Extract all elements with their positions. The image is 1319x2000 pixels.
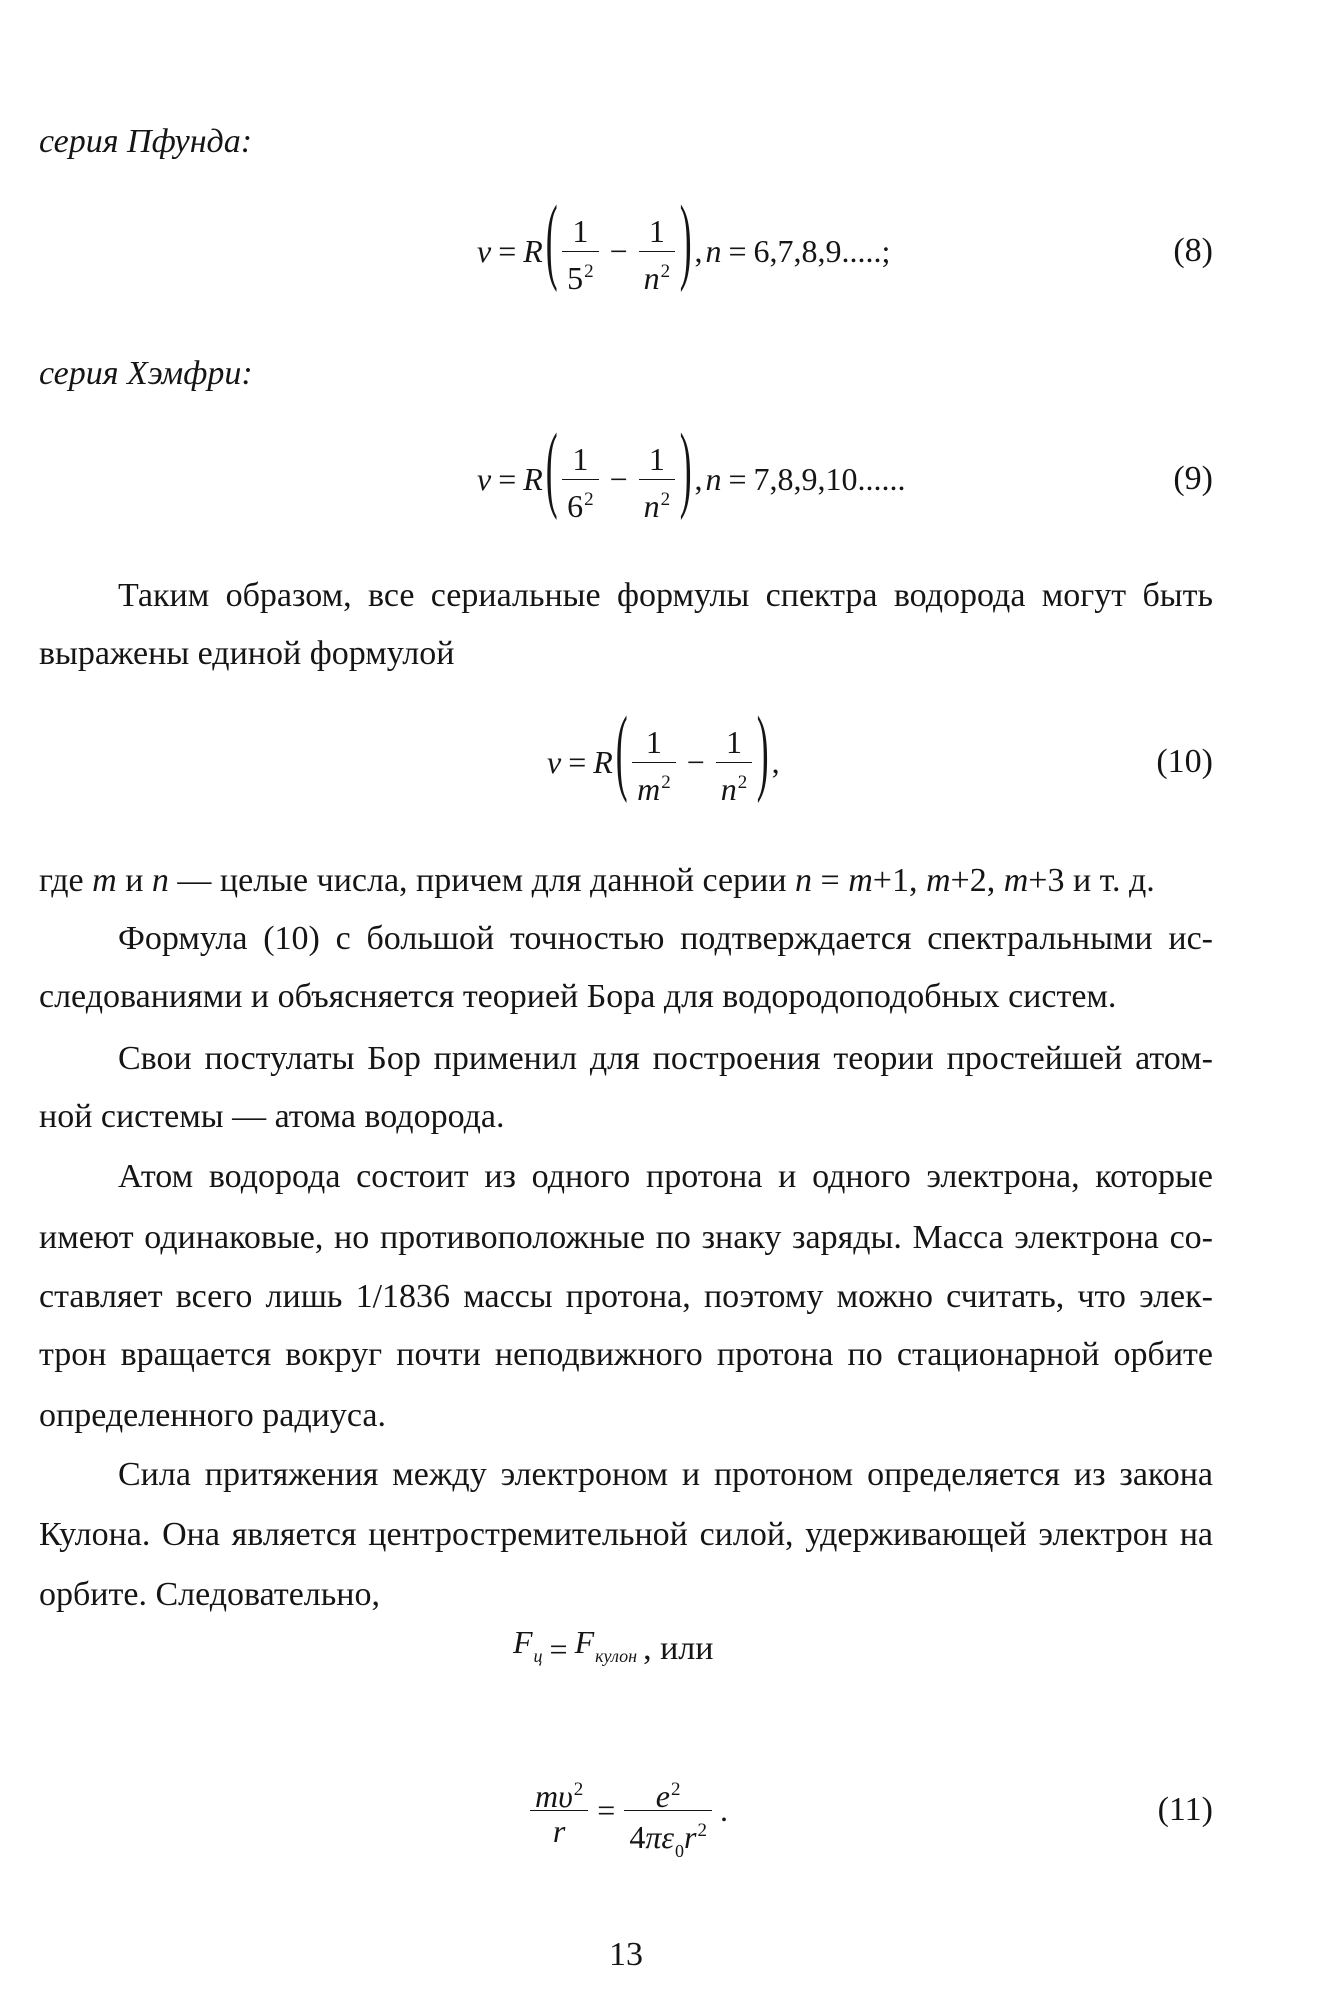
radius-symbol: r — [683, 1818, 697, 1855]
exponent: 2 — [697, 1819, 707, 1841]
paragraph-5-line-5: определенного радиуса. — [39, 1397, 386, 1434]
left-paren: ( — [615, 699, 628, 806]
text-segment: +1, — [872, 862, 926, 899]
paragraph-6-line-2: Кулона. Она является центростремительной силой, удерживающей электрон на — [39, 1516, 1213, 1553]
minus-sign: − — [609, 461, 628, 497]
exponent: 2 — [670, 1778, 681, 1800]
right-paren: ) — [679, 416, 692, 523]
denominator-base: n — [643, 487, 660, 524]
equals-sign: = — [498, 233, 517, 269]
numerator: 1 — [632, 722, 676, 763]
numerator: 1 — [639, 439, 676, 480]
denominator — [562, 480, 599, 524]
exponent: 2 — [573, 1778, 584, 1800]
paragraph-1-line-2: выражены единой формулой — [39, 635, 455, 672]
numerator: 1 — [639, 211, 676, 252]
range-values: 6,7,8,9.....; — [753, 233, 891, 269]
fraction-1 — [562, 439, 599, 524]
equation-number: (9) — [1173, 460, 1213, 497]
range-equals: = — [728, 233, 747, 269]
denominator-base: n — [643, 259, 660, 296]
minus-sign: − — [686, 744, 705, 780]
numerator: 1 — [562, 439, 599, 480]
variable-m: m — [92, 862, 117, 899]
epsilon-symbol: ε — [661, 1818, 674, 1855]
variable-m: m — [925, 862, 951, 899]
force-subscript: кулон — [595, 1646, 638, 1666]
denominator — [632, 763, 676, 807]
equals-sign: = — [549, 1631, 568, 1667]
heading-pfund-series: серия Пфунда: — [39, 123, 253, 160]
fraction-1 — [562, 211, 599, 296]
exponent: 2 — [584, 488, 594, 510]
charge-symbol: e — [655, 1777, 670, 1814]
left-paren: ( — [545, 416, 558, 523]
force-letter: F — [513, 1624, 533, 1660]
coefficient: 4 — [629, 1818, 646, 1855]
paragraph-5-line-2: имеют одинаковые, но противоположные по знаку заряды. Масса электрона со- — [39, 1219, 1213, 1256]
coulomb-fraction — [624, 1770, 712, 1861]
comma: , — [771, 744, 780, 780]
exponent: 2 — [661, 771, 671, 793]
equation-11-formula — [528, 1750, 728, 1870]
paragraph-4-line-2: ной системы — атома водорода. — [39, 1098, 505, 1135]
paragraph-3-line-1: Формула (10) с большой точностью подтверждается спектральными ис- — [118, 920, 1213, 957]
force-equation-formula — [513, 1589, 713, 1709]
range-equals: = — [728, 461, 747, 497]
right-paren: ) — [756, 699, 769, 806]
equation-10-formula — [547, 699, 780, 822]
kinetic-fraction — [530, 1770, 588, 1851]
denominator-base: n — [720, 770, 737, 807]
paragraph-2-line-1 — [39, 851, 1213, 910]
text-segment: +2, — [950, 862, 1004, 899]
fraction-1 — [632, 722, 676, 807]
force-subscript: ц — [533, 1646, 543, 1666]
comma: , — [694, 233, 703, 269]
equals-sign: = — [568, 744, 587, 780]
rydberg-constant: R — [523, 233, 543, 269]
left-paren: ( — [545, 188, 558, 295]
denominator — [639, 480, 676, 524]
nu-symbol: ν — [547, 744, 562, 780]
denominator — [562, 252, 599, 296]
exponent: 2 — [660, 488, 671, 510]
equation-number: (11) — [1157, 1791, 1213, 1828]
denominator — [530, 1811, 588, 1851]
equation-8 — [0, 188, 1319, 311]
paragraph-5-line-1: Атом водорода состоит из одного протона и одного электрона, которые — [118, 1158, 1213, 1195]
exponent: 2 — [737, 771, 748, 793]
paragraph-1-line-1: Таким образом, все сериальные формулы спектра водорода могут быть — [118, 577, 1213, 614]
equation-9 — [0, 416, 1319, 539]
range-variable: n — [705, 461, 722, 497]
equation-10 — [0, 699, 1319, 822]
text-segment: +3 и т. д. — [1028, 862, 1155, 899]
numerator: 1 — [562, 211, 599, 252]
variable-n: n — [151, 862, 169, 899]
text-segment: = — [812, 862, 849, 899]
pi-symbol: π — [645, 1818, 662, 1855]
conjunction-text: , или — [643, 1630, 714, 1667]
equation-8-formula — [477, 188, 891, 311]
paragraph-4-line-1: Свои постулаты Бор применил для построения теории простейшей атом- — [118, 1040, 1213, 1077]
text-segment: где — [39, 862, 93, 899]
range-values: 7,8,9,10...... — [753, 461, 906, 497]
paragraph-5-line-4: трон вращается вокруг почти неподвижного протона по стационарной орбите — [39, 1336, 1213, 1373]
text-segment: — целые числа, причем для данной серии — [168, 862, 796, 899]
heading-humphreys-series: серия Хэмфри: — [39, 355, 253, 392]
mass-symbol: m — [535, 1777, 559, 1814]
radius-symbol: r — [552, 1812, 566, 1849]
exponent: 2 — [660, 260, 671, 282]
comma: , — [694, 461, 703, 497]
minus-sign: − — [609, 233, 628, 269]
fraction-2 — [639, 439, 676, 524]
equals-sign: = — [498, 461, 517, 497]
paragraph-6-line-1: Сила притяжения между электроном и протоном определяется из закона — [118, 1456, 1213, 1493]
fraction-2 — [716, 722, 753, 807]
epsilon-subscript: 0 — [674, 1840, 684, 1861]
range-variable: n — [705, 233, 722, 269]
variable-m: m — [848, 862, 873, 899]
fraction-2 — [639, 211, 676, 296]
denominator-base: 5 — [567, 259, 584, 296]
numerator — [624, 1770, 712, 1814]
variable-m: m — [1003, 862, 1029, 899]
denominator-base: m — [637, 770, 661, 807]
paragraph-5-line-3: ставляет всего лишь 1/1836 массы протона, поэтому можно считать, что элек- — [39, 1278, 1213, 1315]
nu-symbol: ν — [477, 461, 492, 497]
equals-sign: = — [597, 1792, 616, 1828]
denominator — [716, 763, 753, 807]
denominator — [624, 1811, 712, 1861]
variable-n: n — [795, 862, 813, 899]
rydberg-constant: R — [593, 744, 613, 780]
denominator — [639, 252, 676, 296]
denominator-base: 6 — [567, 487, 584, 524]
rydberg-constant: R — [523, 461, 543, 497]
equation-11 — [0, 1750, 1319, 1870]
text-segment: и — [116, 862, 152, 899]
equation-9-formula — [477, 416, 906, 539]
numerator: 1 — [716, 722, 753, 763]
coulomb-force-symbol — [575, 1622, 637, 1676]
equation-number: (10) — [1156, 743, 1213, 780]
paragraph-3-line-2: следованиями и объясняется теорией Бора для водородоподобных систем. — [39, 978, 1117, 1015]
exponent: 2 — [584, 260, 594, 282]
page-number: 13 — [609, 1936, 643, 1973]
velocity-symbol: υ — [558, 1777, 573, 1814]
paragraph-6-line-3: орбите. Следовательно, — [39, 1576, 380, 1613]
force-letter: F — [574, 1624, 595, 1660]
numerator — [530, 1770, 588, 1814]
centripetal-force-symbol — [513, 1622, 543, 1676]
period: . — [719, 1792, 728, 1828]
right-paren: ) — [679, 188, 692, 295]
force-equation — [0, 1589, 1319, 1709]
equation-number: (8) — [1173, 232, 1213, 269]
nu-symbol: ν — [477, 233, 492, 269]
